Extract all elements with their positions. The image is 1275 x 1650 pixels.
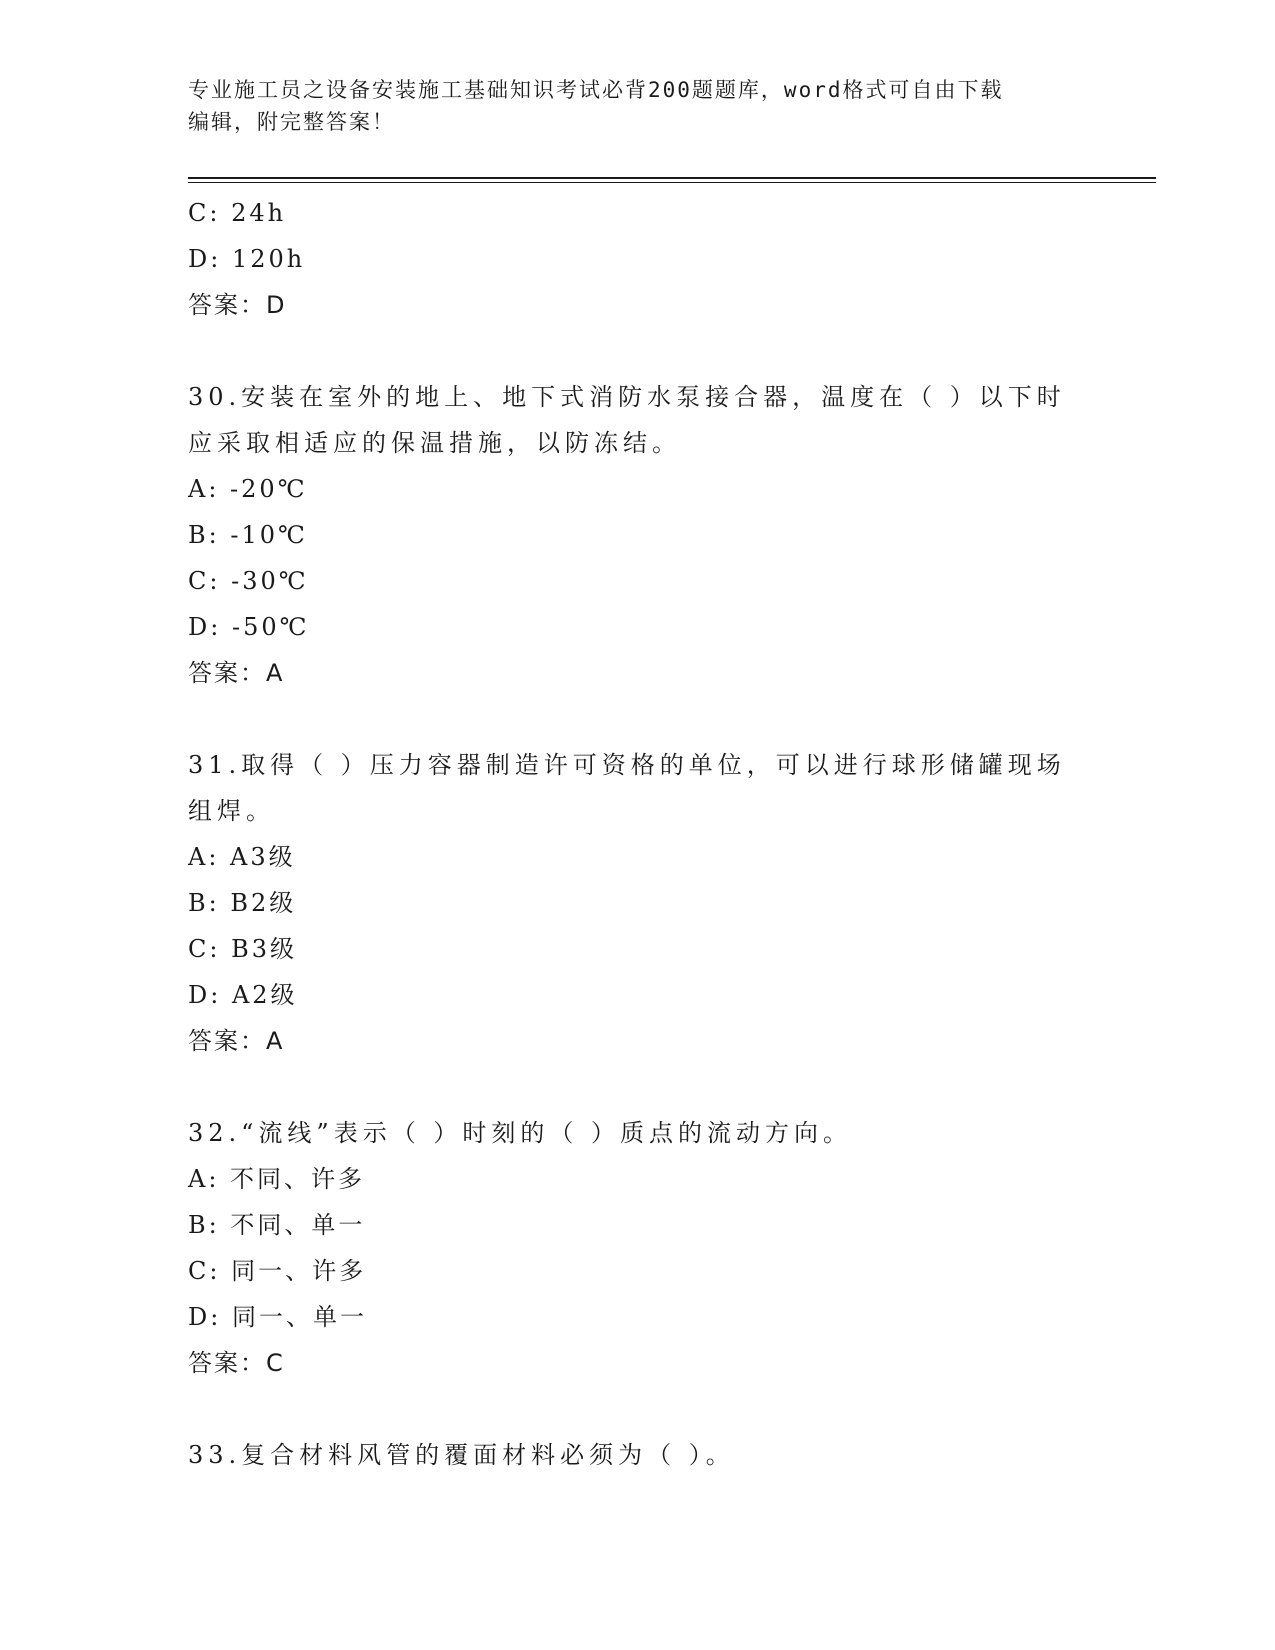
spacer	[188, 1064, 1068, 1110]
question-30	[188, 374, 1068, 696]
option-c: C: -30℃	[188, 567, 309, 595]
option-b: B: -10℃	[188, 521, 308, 549]
question-text-line-1: 31.取得（ ）压力容器制造许可资格的单位，可以进行球形储罐现场	[188, 751, 1066, 779]
option-d: D: A2级	[188, 981, 298, 1009]
spacer	[188, 328, 1068, 374]
spacer	[188, 696, 1068, 742]
answer-line: 答案：C	[188, 1349, 285, 1377]
question-text-line-1: 33.复合材料风管的覆面材料必须为（ ）。	[188, 1441, 735, 1469]
question-33	[188, 1432, 1068, 1478]
option-a: A: -20℃	[188, 475, 308, 503]
question-29-tail	[188, 190, 1068, 328]
question-text-line-1: 32.“流线”表示（ ）时刻的（ ）质点的流动方向。	[188, 1119, 852, 1147]
option-a: A: A3级	[188, 843, 296, 871]
option-c: C: 同一、许多	[188, 1257, 367, 1285]
header-divider-thin	[188, 182, 1156, 183]
question-text-line-2: 组焊。	[188, 797, 275, 825]
question-text-line-1: 30.安装在室外的地上、地下式消防水泵接合器，温度在（ ）以下时	[188, 383, 1066, 411]
option-d: D: -50℃	[188, 613, 310, 641]
question-content	[188, 190, 1068, 1478]
option-b: B: B2级	[188, 889, 297, 917]
option-a: A: 不同、许多	[188, 1165, 366, 1193]
spacer	[188, 1386, 1068, 1432]
option-b: B: 不同、单一	[188, 1211, 366, 1239]
option-c: C: 24h	[188, 199, 287, 227]
header-title-line-2: 编辑，附完整答案！	[188, 110, 395, 134]
header-divider-thick	[188, 177, 1156, 179]
option-c: C: B3级	[188, 935, 297, 963]
answer-line: 答案：A	[188, 1027, 285, 1055]
header-title-line-1: 专业施工员之设备安装施工基础知识考试必背200题题库，word格式可自由下载	[188, 78, 1004, 102]
document-header	[188, 74, 1068, 138]
answer-line: 答案：A	[188, 659, 285, 687]
question-32	[188, 1110, 1068, 1386]
answer-line: 答案：D	[188, 291, 287, 319]
question-31	[188, 742, 1068, 1064]
option-d: D: 同一、单一	[188, 1303, 367, 1331]
question-text-line-2: 应采取相适应的保温措施，以防冻结。	[188, 429, 681, 457]
option-d: D: 120h	[188, 245, 306, 273]
